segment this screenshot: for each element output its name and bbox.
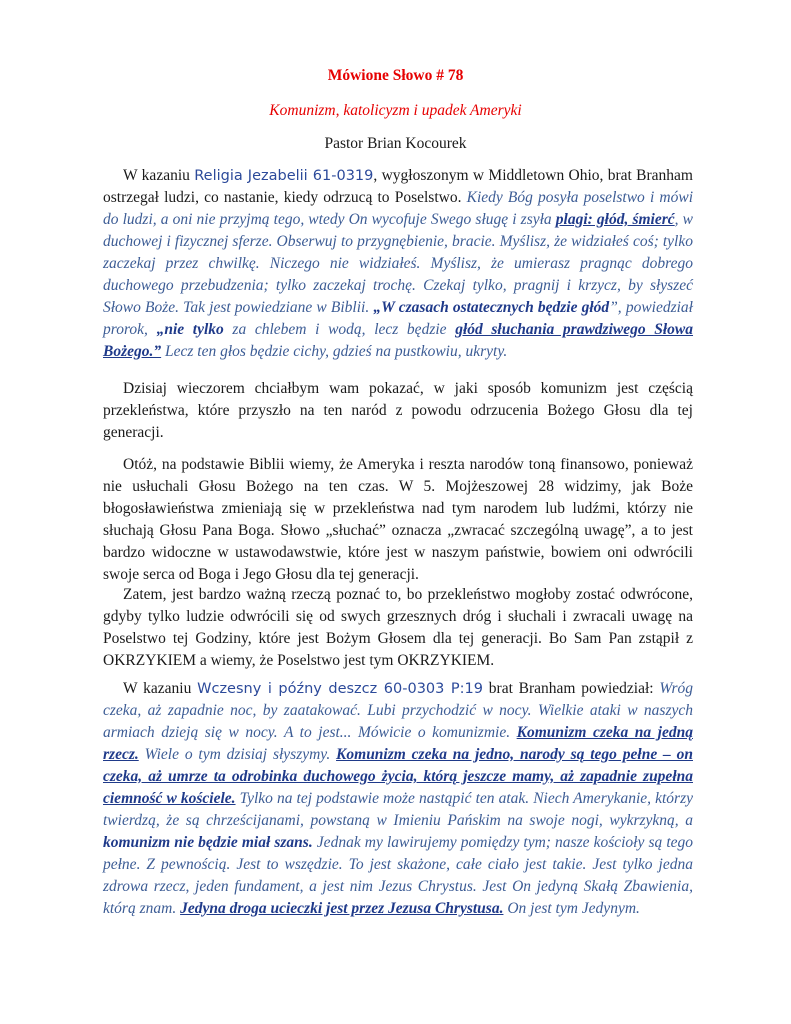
quote-emphasis: plagi: głód, śmierć (555, 211, 675, 228)
quote-text: ”, powiedział prorok, (103, 299, 693, 338)
sermon-reference-1: Religia Jezabelii 61-0319 (194, 168, 374, 184)
quote-text: Lecz ten głos będzie cichy, gdzieś na pustkowiu, ukryty. (161, 343, 508, 360)
quote-emphasis: Komunizm czeka na jedno, narody są tego pełne – on czeka, aż umrze ta odrobinka duchowego życia, którą jeszcze mamy, aż zapadnie zupełna ciemność w kościele. (103, 746, 693, 807)
paragraph-5-text: brat Branham powiedział: (482, 680, 660, 697)
paragraph-1 (103, 165, 693, 363)
sermon-reference-2: Wczesny i późny deszcz 60-0303 P:19 (197, 681, 483, 697)
quote-text: Tylko na tej podstawie może nastąpić ten atak. Niech Amerykanie, którzy twierdzą, że są chrześcijanami, powstaną w Imieniu Pańskim na swoje nogi, wykrzykną, a (103, 790, 693, 829)
paragraph-5 (103, 678, 693, 920)
quote-text: za chlebem i wodą, lecz będzie (223, 321, 456, 338)
quote-text: On jest tym Jedynym. (503, 900, 640, 917)
document-title: Mówione Słowo # 78 (327, 67, 464, 84)
paragraph-1-text: , wygłoszonym w Middletown Ohio, brat Branham ostrzegał ludzi, co nastanie, kiedy odrzucą to Poselstwo. (103, 167, 693, 206)
quote-text: , w duchowej i fizycznej sferze. Obserwuj to przygnębienie, bracie. Myślisz, że widziałeś coś; tylko zaczekaj przez chwilkę. Niczego nie widziałeś. Myślisz, że umierasz pragnąc dobrego duchowego przebudzenia; tylko zaczekaj trochę. Czekaj tylko, pragnij i krzycz, by słyszeć Słowo Boże. Tak jest powiedziane w Biblii. (103, 211, 693, 316)
quote-emphasis: głód słuchania prawdziwego Słowa Bożego.” (103, 321, 694, 360)
paragraph-1-intro: W kazaniu (123, 167, 195, 184)
quote-text: Jednak my lawirujemy pomiędzy tym; nasze kościoły są tego pełne. Z pewnością. Jest to wszędzie. To jest skażone, całe ciało jest takie. Jest tylko jedna zdrowa rzecz, jeden fundament, a jest nim Jezus Chrystus. Jest On jedyną Skałą Zbawienia, którą znam. (103, 834, 694, 917)
paragraph-3: Otóż, na podstawie Biblii wiemy, że Ameryka i reszta narodów toną finansowo, ponieważ nie usłuchali Głosu Bożego na ten czas. W 5. Mojżeszowej 28 widzimy, jak Boże błogosławieństwa zmieniają się w przekleństwa nad tym narodem lub ludźmi, którzy nie słuchają Głosu Pana Boga. Słowo „słuchać” oznacza „zwracać szczególną uwagę”, a to jest bardzo widoczne w ustawodawstwie, które jest w naszym państwie, bowiem oni odwrócili swoje serca od Boga i Jego Głosu dla tej generacji. (103, 456, 693, 583)
quote-text: Kiedy Bóg posyła poselstwo i mówi do ludzi, a oni nie przyjmą tego, wtedy On wycofuje Swego sługę i zsyła (103, 189, 693, 228)
paragraph-4: Zatem, jest bardzo ważną rzeczą poznać to, bo przekleństwo mogłoby zostać odwrócone, gdyby tylko ludzie odwrócili się od swych grzesznych dróg i słuchali i zwracali uwagę na Poselstwo tej Godziny, które jest Bożym Głosem dla tej generacji. Bo Sam Pan zstąpił z OKRZYKIEM a wiemy, że Poselstwo jest tym OKRZYKIEM. (103, 586, 693, 669)
quote-emphasis: Jedyna droga ucieczki jest przez Jezusa Chrystusa. (180, 900, 504, 917)
paragraph-5-intro: W kazaniu (123, 680, 198, 697)
quote-emphasis: „nie tylko (156, 321, 224, 338)
quote-emphasis: „W czasach ostatecznych będzie głód (373, 299, 610, 316)
paragraph-2: Dzisiaj wieczorem chciałbym wam pokazać, w jaki sposób komunizm jest częścią przekleństwa, które przyszło na ten naród z powodu odrzucenia Bożego Głosu dla tej generacji. (103, 380, 693, 441)
quote-text: Wróg czeka, aż zapadnie noc, by zaatakować. Lubi przychodzić w nocy. Wielkie ataki w naszych armiach dzieją się w nocy. A to jest... Mówicie o komunizmie. (103, 680, 693, 741)
quote-emphasis: Komunizm czeka na jedną rzecz. (103, 724, 693, 763)
quote-text: Wiele o tym dzisiaj słyszymy. (138, 746, 337, 763)
quote-emphasis: komunizm nie będzie miał szans. (103, 834, 313, 851)
document-author: Pastor Brian Kocourek (324, 135, 467, 152)
document-subtitle: Komunizm, katolicyzm i upadek Ameryki (269, 102, 522, 119)
